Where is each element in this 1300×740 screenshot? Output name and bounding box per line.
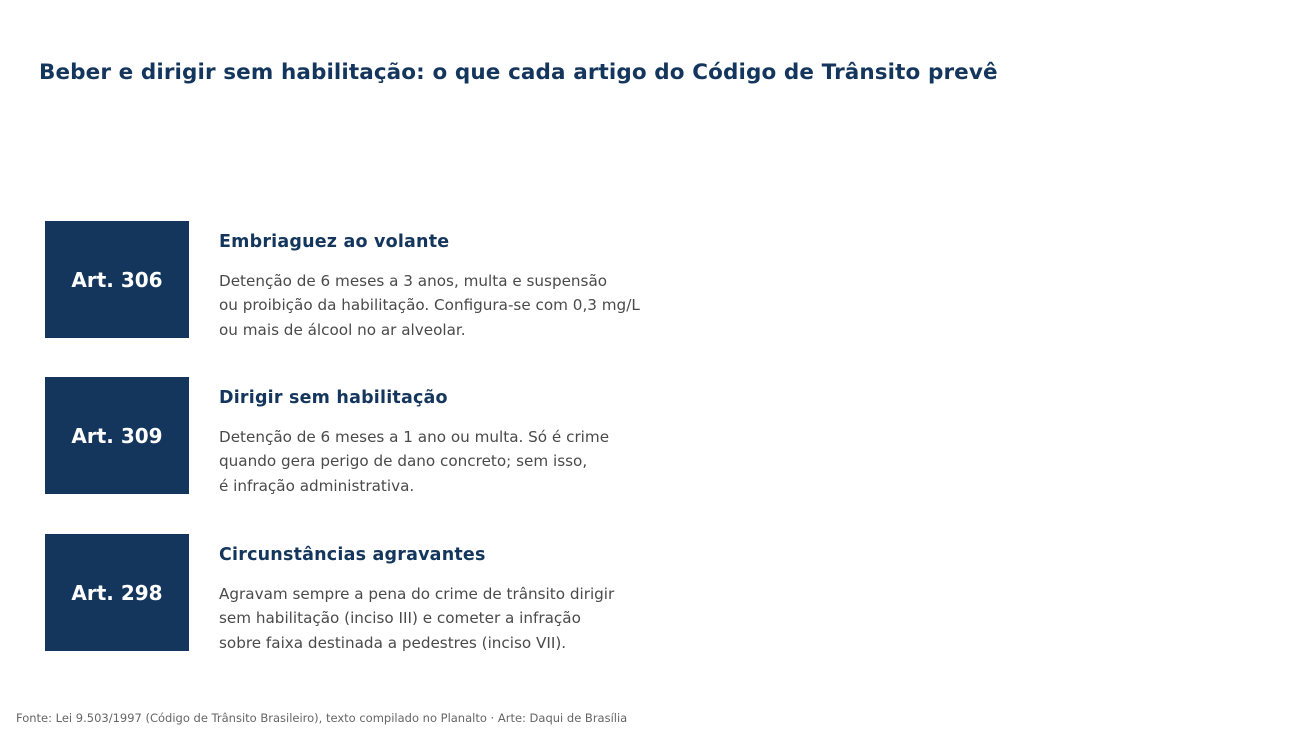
article-description <box>219 269 739 342</box>
article-description-line: ou proibição da habilitação. Configura-se com 0,3 mg/L <box>219 296 640 315</box>
article-description-line: Detenção de 6 meses a 1 ano ou multa. Só é crime <box>219 428 610 446</box>
article-heading: Embriaguez ao volante <box>219 232 450 252</box>
article-heading: Dirigir sem habilitação <box>219 388 448 408</box>
article-badge <box>45 534 189 651</box>
article-badge <box>45 221 189 338</box>
article-description-line: sem habilitação (inciso III) e cometer a infração <box>219 609 581 628</box>
article-card-298 <box>45 534 745 652</box>
article-description <box>219 582 739 655</box>
page-title: Beber e dirigir sem habilitação: o que cada artigo do Código de Trânsito prevê <box>39 60 998 85</box>
article-badge <box>45 377 189 494</box>
article-description-line: sobre faixa destinada a pedestres (inciso VII). <box>219 633 567 652</box>
source-footnote: Fonte: Lei 9.503/1997 (Código de Trânsito Brasileiro), texto compilado no Planalto · Arte: Daqui de Brasília <box>16 711 628 725</box>
article-card-309 <box>45 377 745 495</box>
article-description-line: quando gera perigo de dano concreto; sem isso, <box>219 452 588 471</box>
article-heading: Circunstâncias agravantes <box>219 545 486 565</box>
article-description <box>219 425 739 498</box>
article-description-line: é infração administrativa. <box>219 476 415 495</box>
article-badge-label: Art. 309 <box>71 423 163 448</box>
article-badge-label: Art. 298 <box>71 580 163 605</box>
article-badge-label: Art. 306 <box>71 267 163 292</box>
article-description-line: Agravam sempre a pena do crime de trânsito dirigir <box>219 585 615 603</box>
article-description-line: Detenção de 6 meses a 3 anos, multa e suspensão <box>219 272 608 290</box>
article-card-306 <box>45 221 745 339</box>
article-description-line: ou mais de álcool no ar alveolar. <box>219 320 466 339</box>
